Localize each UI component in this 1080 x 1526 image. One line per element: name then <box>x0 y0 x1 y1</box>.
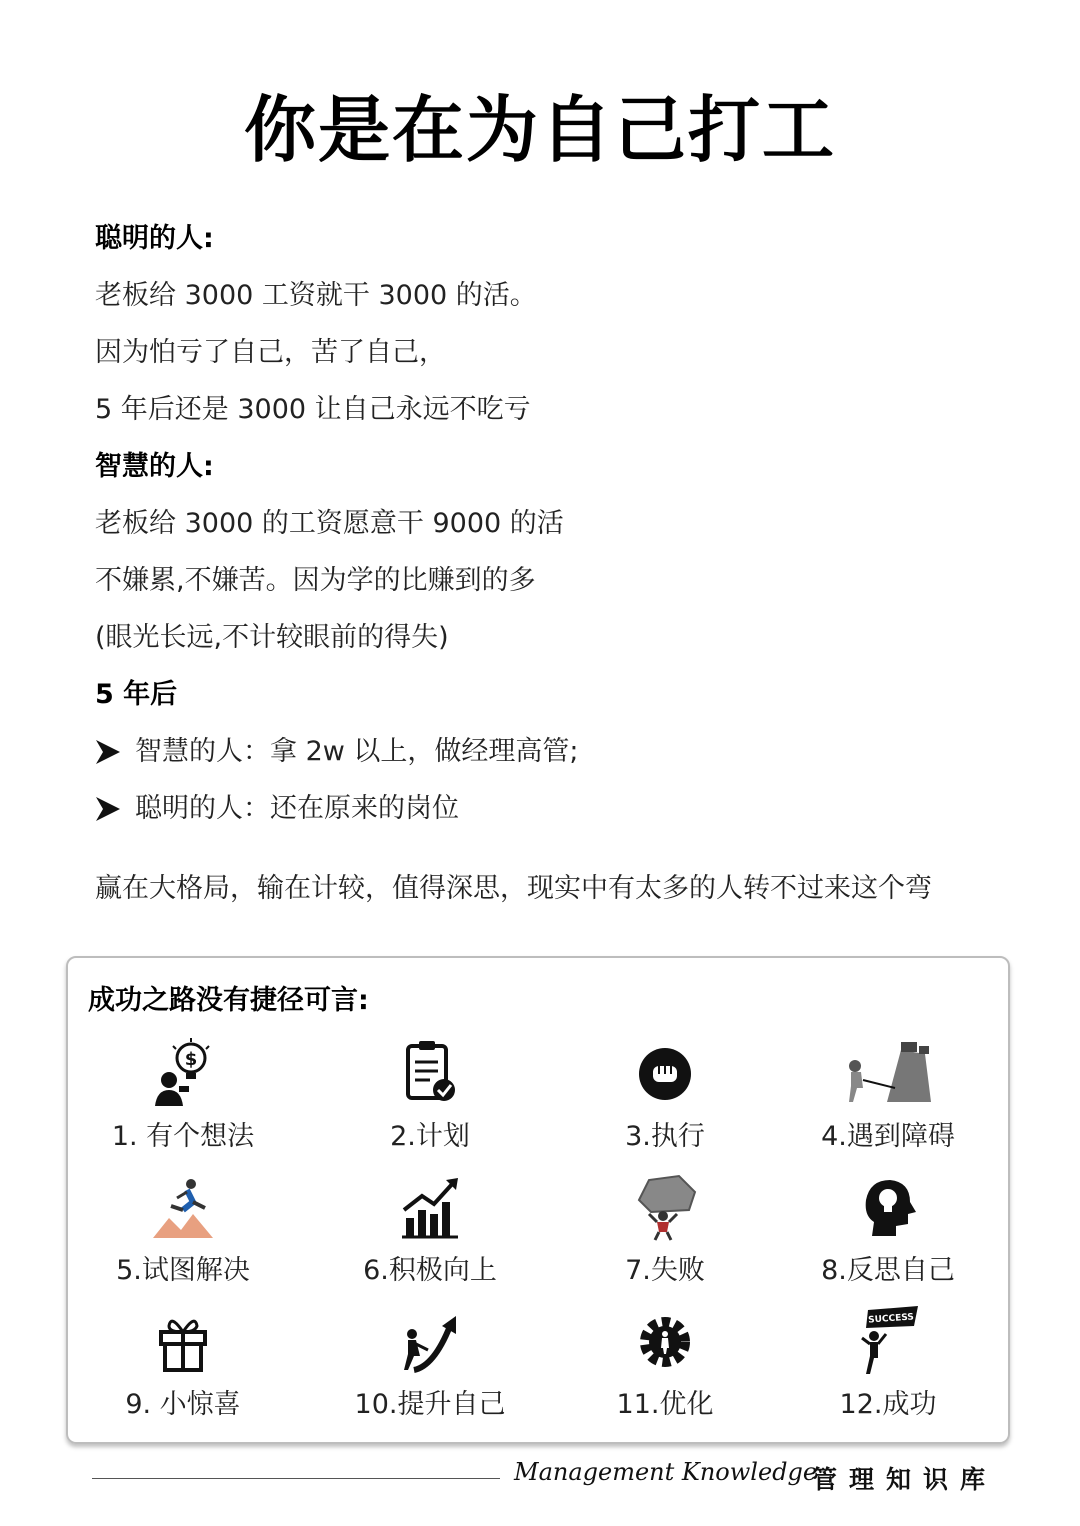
smart-line-2: 因为怕亏了自己，苦了自己， <box>95 337 446 368</box>
step-label: 9. 小惊喜 <box>125 1389 241 1420</box>
step-12 <box>788 1304 988 1421</box>
step-label: 12.成功 <box>839 1389 937 1420</box>
arrowhead-bullet-icon <box>95 795 121 823</box>
step-label: 4.遇到障碍 <box>821 1121 955 1152</box>
rising-chart-icon <box>394 1170 466 1242</box>
bullet-text-1: 智慧的人：拿 2w 以上，做经理高管; <box>135 736 579 767</box>
leaping-runner-icon <box>147 1170 219 1242</box>
step-8 <box>788 1170 988 1287</box>
head-lightbulb-icon <box>852 1170 924 1242</box>
step-label: 10.提升自己 <box>354 1389 506 1420</box>
step-6 <box>330 1170 530 1287</box>
arrowhead-bullet-icon <box>95 738 121 766</box>
gift-box-icon <box>147 1304 219 1376</box>
step-label: 2.计划 <box>390 1121 470 1152</box>
footer-english-brand: Management Knowledge <box>514 1458 818 1486</box>
fist-circle-icon <box>629 1036 701 1108</box>
conclusion-text: 赢在大格局，输在计较，值得深思，现实中有太多的人转不过来这个弯 <box>95 873 932 904</box>
gear-person-icon <box>629 1304 701 1376</box>
page-title: 你是在为自己打工 <box>243 88 836 172</box>
wise-line-3: (眼光长远,不计较眼前的得失) <box>95 622 449 653</box>
idea-bulb-person-icon <box>147 1036 219 1108</box>
bullet-item <box>95 723 1015 780</box>
footer-chinese-brand: 管理知识库 <box>812 1465 998 1494</box>
step-label: 1. 有个想法 <box>111 1121 255 1152</box>
bullet-item <box>95 780 1015 837</box>
footer-divider <box>92 1478 500 1479</box>
step-11 <box>565 1304 765 1421</box>
card-title: 成功之路没有捷径可言: <box>88 985 369 1016</box>
climbing-arrow-icon <box>394 1304 466 1376</box>
smart-line-3: 5 年后还是 3000 让自己永远不吃亏 <box>95 394 531 425</box>
step-4 <box>788 1036 988 1153</box>
success-path-card <box>66 956 1010 1444</box>
wise-heading: 智慧的人: <box>95 451 214 482</box>
step-3 <box>565 1036 765 1153</box>
step-9 <box>83 1304 283 1421</box>
svg-text:$: $ <box>184 1049 198 1070</box>
step-1 <box>83 1036 283 1153</box>
five-years-heading: 5 年后 <box>95 679 178 710</box>
carrying-boulder-icon <box>629 1170 701 1242</box>
success-flag-icon <box>848 1304 928 1376</box>
step-7 <box>565 1170 765 1287</box>
bullet-text-2: 聪明的人：还在原来的岗位 <box>135 793 459 824</box>
main-text <box>95 210 1015 837</box>
step-10 <box>330 1304 530 1421</box>
step-label: 6.积极向上 <box>363 1255 497 1286</box>
smart-line-1: 老板给 3000 工资就干 3000 的活。 <box>95 280 537 311</box>
pulling-obstacle-icon <box>843 1036 933 1108</box>
step-label: 11.优化 <box>616 1389 714 1420</box>
step-5 <box>83 1170 283 1287</box>
wise-line-1: 老板给 3000 的工资愿意干 9000 的活 <box>95 508 564 539</box>
step-label: 7.失败 <box>625 1255 705 1286</box>
wise-line-2: 不嫌累,不嫌苦。因为学的比赚到的多 <box>95 565 536 596</box>
step-label: 3.执行 <box>625 1121 705 1152</box>
step-2 <box>330 1036 530 1153</box>
clipboard-checklist-icon <box>394 1036 466 1108</box>
smart-heading: 聪明的人: <box>95 223 214 254</box>
step-label: 5.试图解决 <box>116 1255 250 1286</box>
step-label: 8.反思自己 <box>821 1255 955 1286</box>
svg-text:SUCCESS: SUCCESS <box>867 1312 915 1326</box>
